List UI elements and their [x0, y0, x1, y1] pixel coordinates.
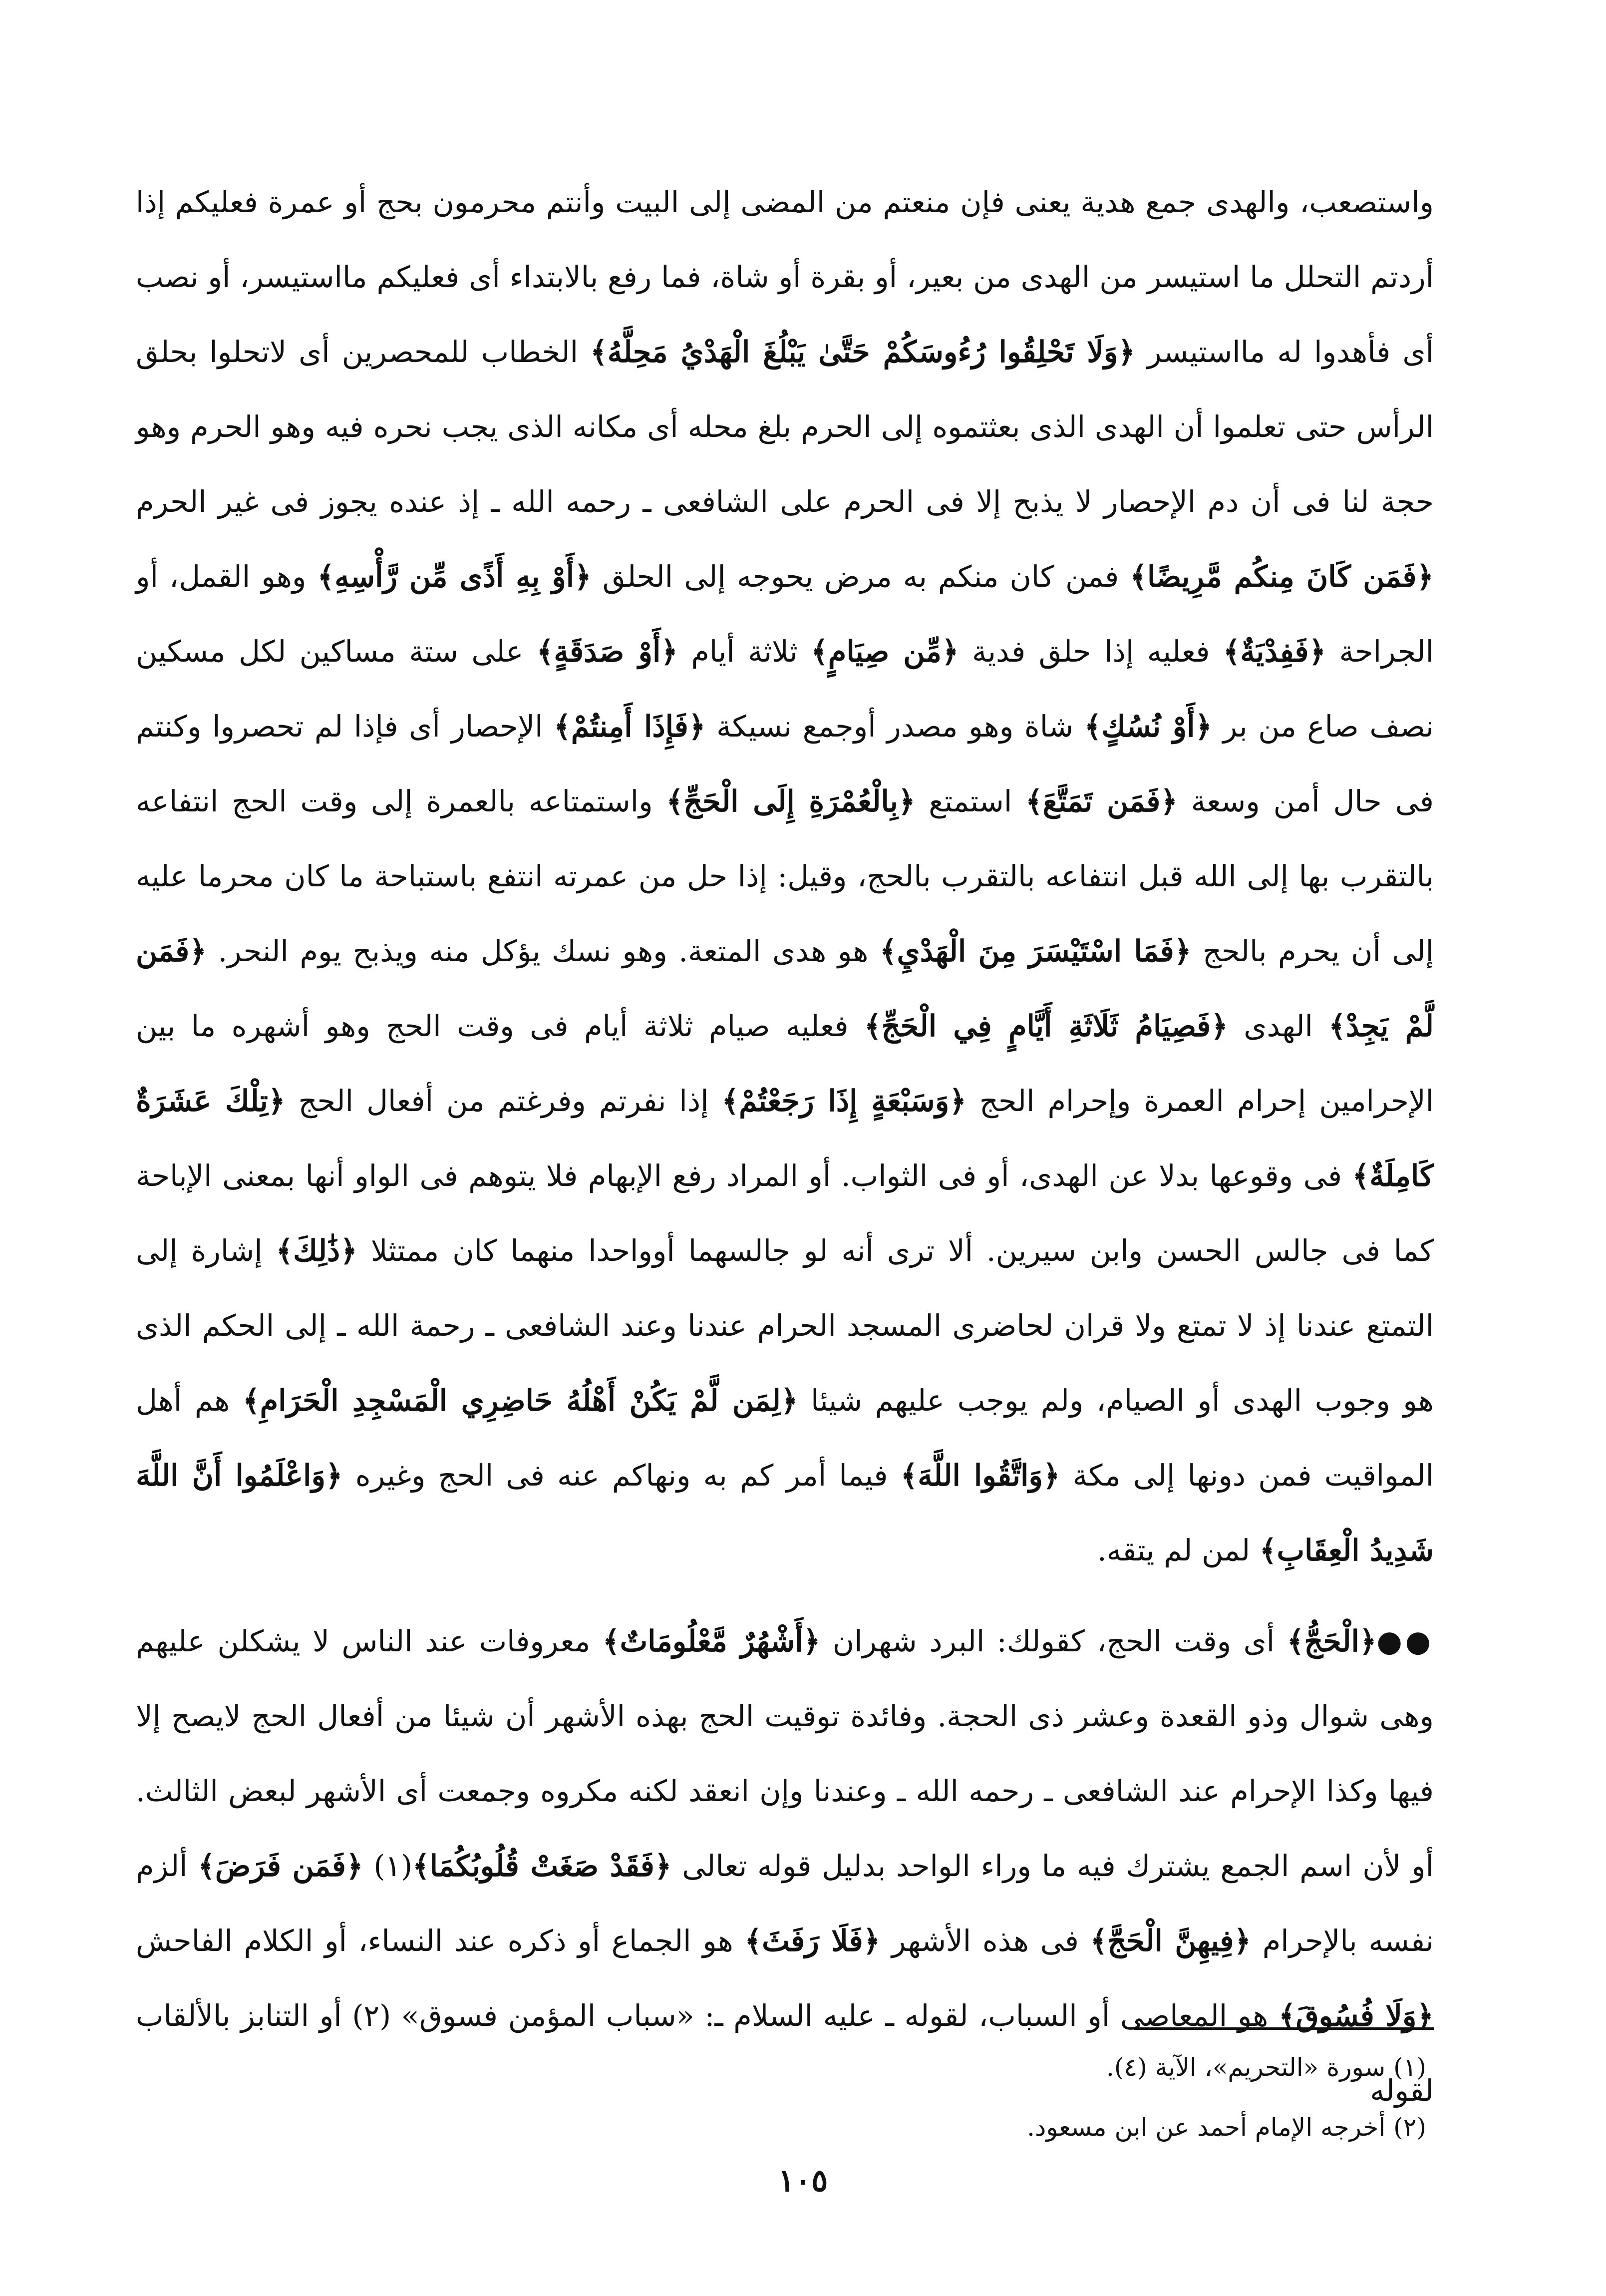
- commentary-text: فمن كان منكم به مرض يحوجه إلى الحلق: [591, 559, 1130, 594]
- quran-quote: ﴿أَوْ نُسُكٍ﴾: [1084, 709, 1213, 744]
- commentary-text: هو المعاصى أو السباب، لقوله ـ عليه السلام ـ: «سباب المؤمن فسوق» (٢) أو التنابز بالألقاب لقوله: [136, 1998, 1434, 2108]
- quran-quote: ﴿فَفِدْيَةٌ﴾: [1223, 634, 1326, 669]
- commentary-text: استمتع: [915, 784, 1026, 818]
- commentary-text: فعليه صيام ثلاثة أيام فى وقت الحج وهو أشهره ما بين الإحرامين إحرام العمرة وإحرام الحج: [136, 1009, 1434, 1118]
- quran-quote: ﴿الْحَجُّ﴾: [1286, 1624, 1377, 1658]
- quran-quote: ﴿فَلَا رَفَثَ﴾: [744, 1923, 881, 1958]
- quran-quote: ﴿وَلَا تَحْلِقُوا رُءُوسَكُمْ حَتَّىٰ يَبْلُغَ الْهَدْيُ مَحِلَّهُ﴾: [590, 335, 1135, 369]
- quran-quote: ﴿فَمَن تَمَتَّعَ﴾: [1025, 784, 1178, 818]
- quran-quote: ﴿فَمَن فَرَضَ﴾: [198, 1849, 363, 1883]
- quran-quote: ﴿مِّن صِيَامٍ﴾: [811, 634, 959, 669]
- commentary-text: هو الجماع أو ذكره عند النساء، أو الكلام الفاحش: [136, 1923, 745, 1958]
- commentary-text: واستمتاعه بالعمرة إلى وقت الحج انتفاعه بالتقرب بها إلى الله قبل انتفاعه بالتقرب بالحج، وقيل: إذا حل من عمرته انتفع باستباحة ما كان محرما عليه إلى أن يحرم بالحج: [136, 784, 1434, 968]
- paragraph-commentary: [136, 165, 1434, 1588]
- commentary-text: على ستة مساكين لكل مسكين نصف صاع من بر: [136, 634, 1434, 744]
- footnote-separator: [1134, 2027, 1434, 2030]
- paragraph-gap: [136, 1588, 1434, 1604]
- quran-quote: ﴿أَشْهُرٌ مَّعْلُومَاتٌ﴾: [603, 1624, 821, 1658]
- quran-quote: ﴿فَإِذَا أَمِنتُمْ﴾: [554, 709, 706, 744]
- commentary-text: إشارة إلى التمتع عندنا إذ لا تمتع ولا قران لحاضرى المسجد الحرام عندنا وعند الشافعى ـ رحمة الله ـ إلى الحكم الذى هو وجوب الهدى أو الصيام، ولم يوجب عليهم شيئا: [136, 1233, 1434, 1418]
- quran-quote: ﴿فِيهِنَّ الْحَجَّ﴾: [1090, 1923, 1252, 1958]
- commentary-text: ثلاثة أيام: [677, 634, 811, 669]
- quran-quote: ﴿وَاعْلَمُوا أَنَّ اللَّهَ شَدِيدُ الْعِقَابِ﴾: [136, 1458, 1434, 1567]
- commentary-text: لمن لم يتقه.: [1097, 1533, 1260, 1567]
- quran-quote: ﴿وَلَا فُسُوقَ﴾: [1279, 1998, 1434, 2033]
- quran-quote: ﴿فَقَدْ صَغَتْ قُلُوبُكُمَا﴾: [412, 1849, 672, 1883]
- quran-quote: ﴿فَصِيَامُ ثَلَاثَةِ أَيَّامٍ فِي الْحَجِّ﴾: [864, 1009, 1228, 1043]
- quran-quote: ﴿ذَٰلِكَ﴾: [276, 1233, 357, 1268]
- quran-quote: ﴿فَمَا اسْتَيْسَرَ مِنَ الْهَدْيِ﴾: [879, 934, 1192, 968]
- footnote-2: (٢) أخرجه الإمام أحمد عن ابن مسعود.: [1027, 2113, 1426, 2142]
- commentary-text: واستصعب، والهدى جمع هدية يعنى فإن منعتم من المضى إلى البيت وأنتم محرمون بحج أو عمرة فعليكم إذا أردتم التحلل ما استيسر من الهدى من بعير، أو بقرة أو شاة، فما رفع بالابتداء أى فعليكم مااستيسر، أو نصب أى فأهدوا له مااستيسر: [136, 185, 1434, 369]
- commentary-text: (١): [363, 1849, 413, 1883]
- commentary-text: هم أهل المواقيت فمن دونها إلى مكة: [136, 1383, 1434, 1493]
- quran-quote: ﴿أَوْ صَدَقَةٍ﴾: [536, 634, 678, 669]
- commentary-text: الإحصار أى فإذا لم تحصروا وكنتم فى حال أمن وسعة: [136, 709, 1434, 818]
- commentary-text: وهو القمل، أو الجراحة: [136, 559, 1434, 669]
- commentary-text: الخطاب للمحصرين أى لاتحلوا بحلق الرأس حتى تعلموا أن الهدى الذى بعثتموه إلى الحرم بلغ محله أى مكانه الذى يجب نحره فيه وهو الحرم وهو حجة لنا فى أن دم الإحصار لا يذبح إلا فى الحرم على الشافعى ـ رحمه الله ـ إذ عنده يجوز فى غير الحرم: [136, 335, 1434, 519]
- commentary-text: شاة وهو مصدر أوجمع نسيكة: [705, 709, 1084, 744]
- commentary-text: هو هدى المتعة. وهو نسك يؤكل منه ويذبح يوم النحر.: [206, 934, 880, 968]
- commentary-text: ألزم نفسه بالإحرام: [136, 1849, 1434, 1958]
- page-number: ١٠٥: [778, 2162, 828, 2199]
- quran-quote: ﴿أَوْ بِهِ أَذًى مِّن رَّأْسِهِ﴾: [317, 559, 592, 594]
- commentary-text: أى وقت الحج، كقولك: البرد شهران: [820, 1624, 1287, 1658]
- commentary-text: إذا نفرتم وفرغتم من أفعال الحج: [285, 1084, 722, 1118]
- footnotes: [677, 2037, 1426, 2157]
- quran-quote: ﴿وَسَبْعَةٍ إِذَا رَجَعْتُمْ﴾: [721, 1084, 966, 1118]
- commentary-text: فى هذه الأشهر: [880, 1923, 1090, 1958]
- bullet-mark: ●●: [1376, 1624, 1434, 1658]
- quran-quote: ﴿فَمَن لَّمْ يَجِدْ﴾: [136, 934, 1434, 1043]
- footnote-1: (١) سورة «التحريم»، الآية (٤).: [1106, 2053, 1426, 2082]
- commentary-text: الهدى: [1228, 1009, 1329, 1043]
- commentary-text: فى وقوعها بدلا عن الهدى، أو فى الثواب. أو المراد رفع الإبهام فلا يتوهم فى الواو أنها بمعنى الإباحة كما فى جالس الحسن وابن سيرين. ألا ترى أنه لو جالسهما أوواحدا منهما كان ممتثلا: [136, 1158, 1434, 1268]
- quran-quote: ﴿تِلْكَ عَشَرَةٌ كَامِلَةٌ﴾: [136, 1084, 1434, 1193]
- quran-quote: ﴿فَمَن كَانَ مِنكُم مَّرِيضًا﴾: [1130, 559, 1434, 594]
- commentary-text: فيما أمر كم به ونهاكم عنه فى الحج وغيره: [342, 1458, 901, 1493]
- quran-quote: ﴿وَاتَّقُوا اللَّهَ﴾: [900, 1458, 1060, 1493]
- commentary-text: معروفات عند الناس لا يشكلن عليهم وهى شوال وذو القعدة وعشر ذى الحجة. وفائدة توقيت الحج بهذه الأشهر أن شيئا من أفعال الحج لايصح إلا فيها وكذا الإحرام عند الشافعى ـ رحمه الله ـ وعندنا وإن انعقد لكنه مكروه وجمعت أى الأشهر لبعض الثالث. أو لأن اسم الجمع يشترك فيه ما وراء الواحد بدليل قوله تعالى: [136, 1624, 1434, 1883]
- body-text: [136, 165, 1434, 2128]
- quran-quote: ﴿لِمَن لَّمْ يَكُنْ أَهْلُهُ حَاضِرِي الْمَسْجِدِ الْحَرَامِ﴾: [243, 1383, 798, 1418]
- quran-quote: ﴿بِالْعُمْرَةِ إِلَى الْحَجِّ﴾: [666, 784, 916, 818]
- commentary-text: فعليه إذا حلق فدية: [959, 634, 1223, 669]
